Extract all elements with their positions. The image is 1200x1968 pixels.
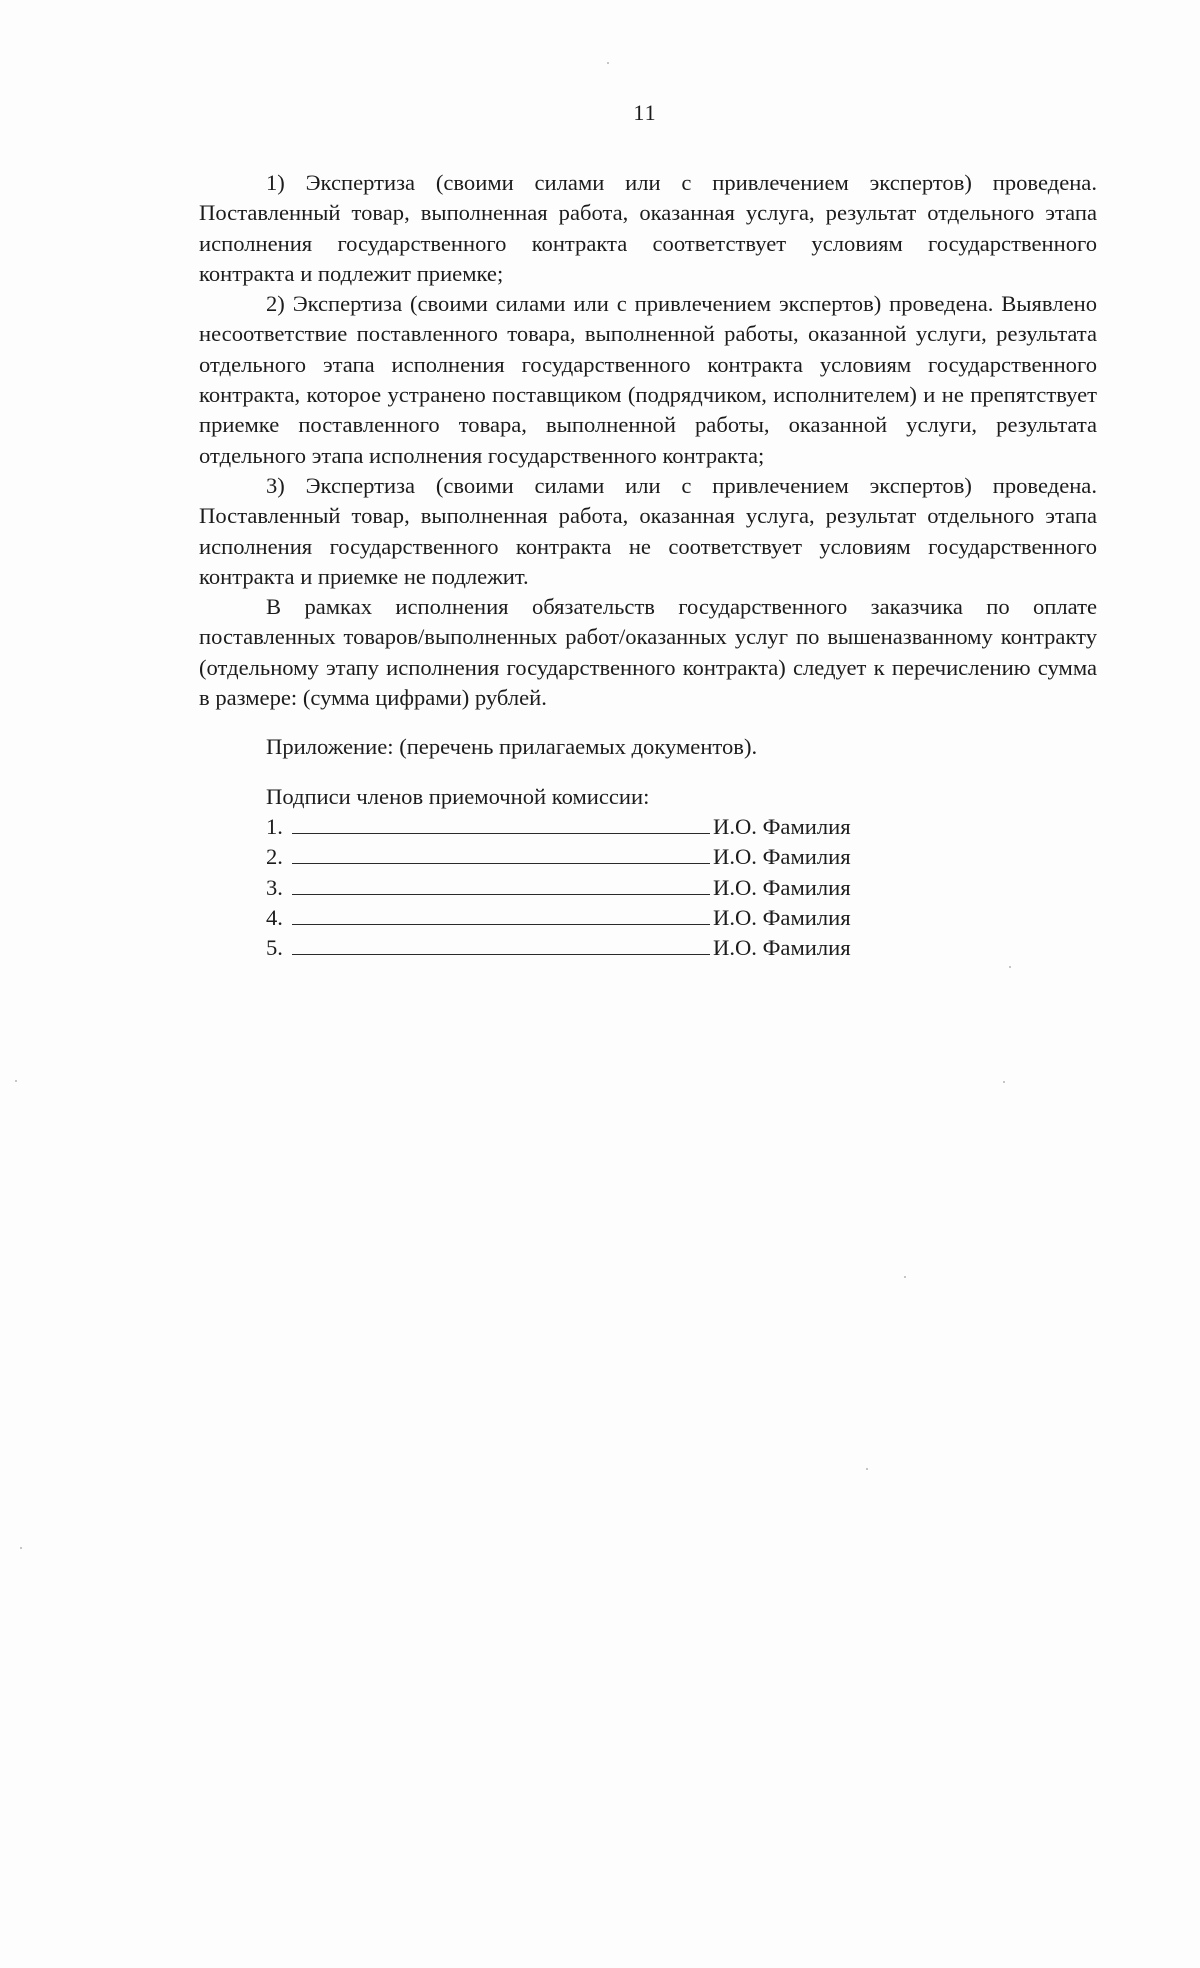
scan-speck [866, 1468, 868, 1470]
scan-speck [904, 1276, 906, 1278]
signature-number: 2. [266, 844, 283, 870]
document-body [199, 168, 1097, 963]
page-number: 11 [633, 100, 657, 125]
paragraph-item-2: 2) Экспертиза (своими силами или с привлечением экспертов) проведена. Выявлено несоответствие поставленного товара, выполненной работы, оказанной услуги, результата отдельного этапа исполнения государственного контракта условиям государственного контракта, которое устранено поставщиком (подрядчиком, исполнителем) и не препятствует приемке поставленного товара, выполненной работы, оказанной услуги, результата отдельного этапа исполнения государственного контракта; [199, 291, 1097, 468]
scan-speck [607, 62, 609, 64]
signature-name: И.О. Фамилия [713, 935, 851, 961]
paragraph-payment: В рамках исполнения обязательств государственного заказчика по оплате поставленных товаров/выполненных работ/оказанных услуг по вышеназванному контракту (отдельному этапу исполнения государственного контракта) следует к перечислению сумма в размере: (сумма цифрами) рублей. [199, 594, 1097, 711]
signature-row [199, 842, 1097, 872]
scan-speck [15, 1080, 17, 1082]
signature-number: 3. [266, 874, 283, 900]
appendix-line: Приложение: (перечень прилагаемых документов). [266, 734, 758, 760]
signature-name: И.О. Фамилия [713, 813, 851, 839]
signature-line [292, 843, 710, 864]
signature-line [292, 813, 710, 834]
paragraph-item-3: 3) Экспертиза (своими силами или с привлечением экспертов) проведена. Поставленный товар, выполненная работа, оказанная услуга, результат отдельного этапа исполнения государственного контракта не соответствует условиям государственного контракта и приемке не подлежит. [199, 472, 1097, 589]
scan-speck [1009, 966, 1011, 968]
scan-speck [1003, 1081, 1005, 1083]
signature-row [199, 903, 1097, 933]
signature-line [292, 904, 710, 925]
signature-line [292, 934, 710, 955]
signature-list [199, 812, 1097, 963]
signature-row [199, 812, 1097, 842]
signature-number: 4. [266, 904, 283, 930]
signature-name: И.О. Фамилия [713, 844, 851, 870]
signature-number: 1. [266, 813, 283, 839]
signature-name: И.О. Фамилия [713, 904, 851, 930]
paragraph-item-1: 1) Экспертиза (своими силами или с привлечением экспертов) проведена. Поставленный товар, выполненная работа, оказанная услуга, результат отдельного этапа исполнения государственного контракта соответствует условиям государственного контракта и подлежит приемке; [199, 170, 1097, 286]
signatures-heading: Подписи членов приемочной комиссии: [266, 783, 650, 809]
signature-row [199, 933, 1097, 963]
scan-speck [20, 1547, 22, 1549]
signature-line [292, 874, 710, 895]
signature-number: 5. [266, 935, 283, 961]
signature-row [199, 873, 1097, 903]
signature-name: И.О. Фамилия [713, 874, 851, 900]
